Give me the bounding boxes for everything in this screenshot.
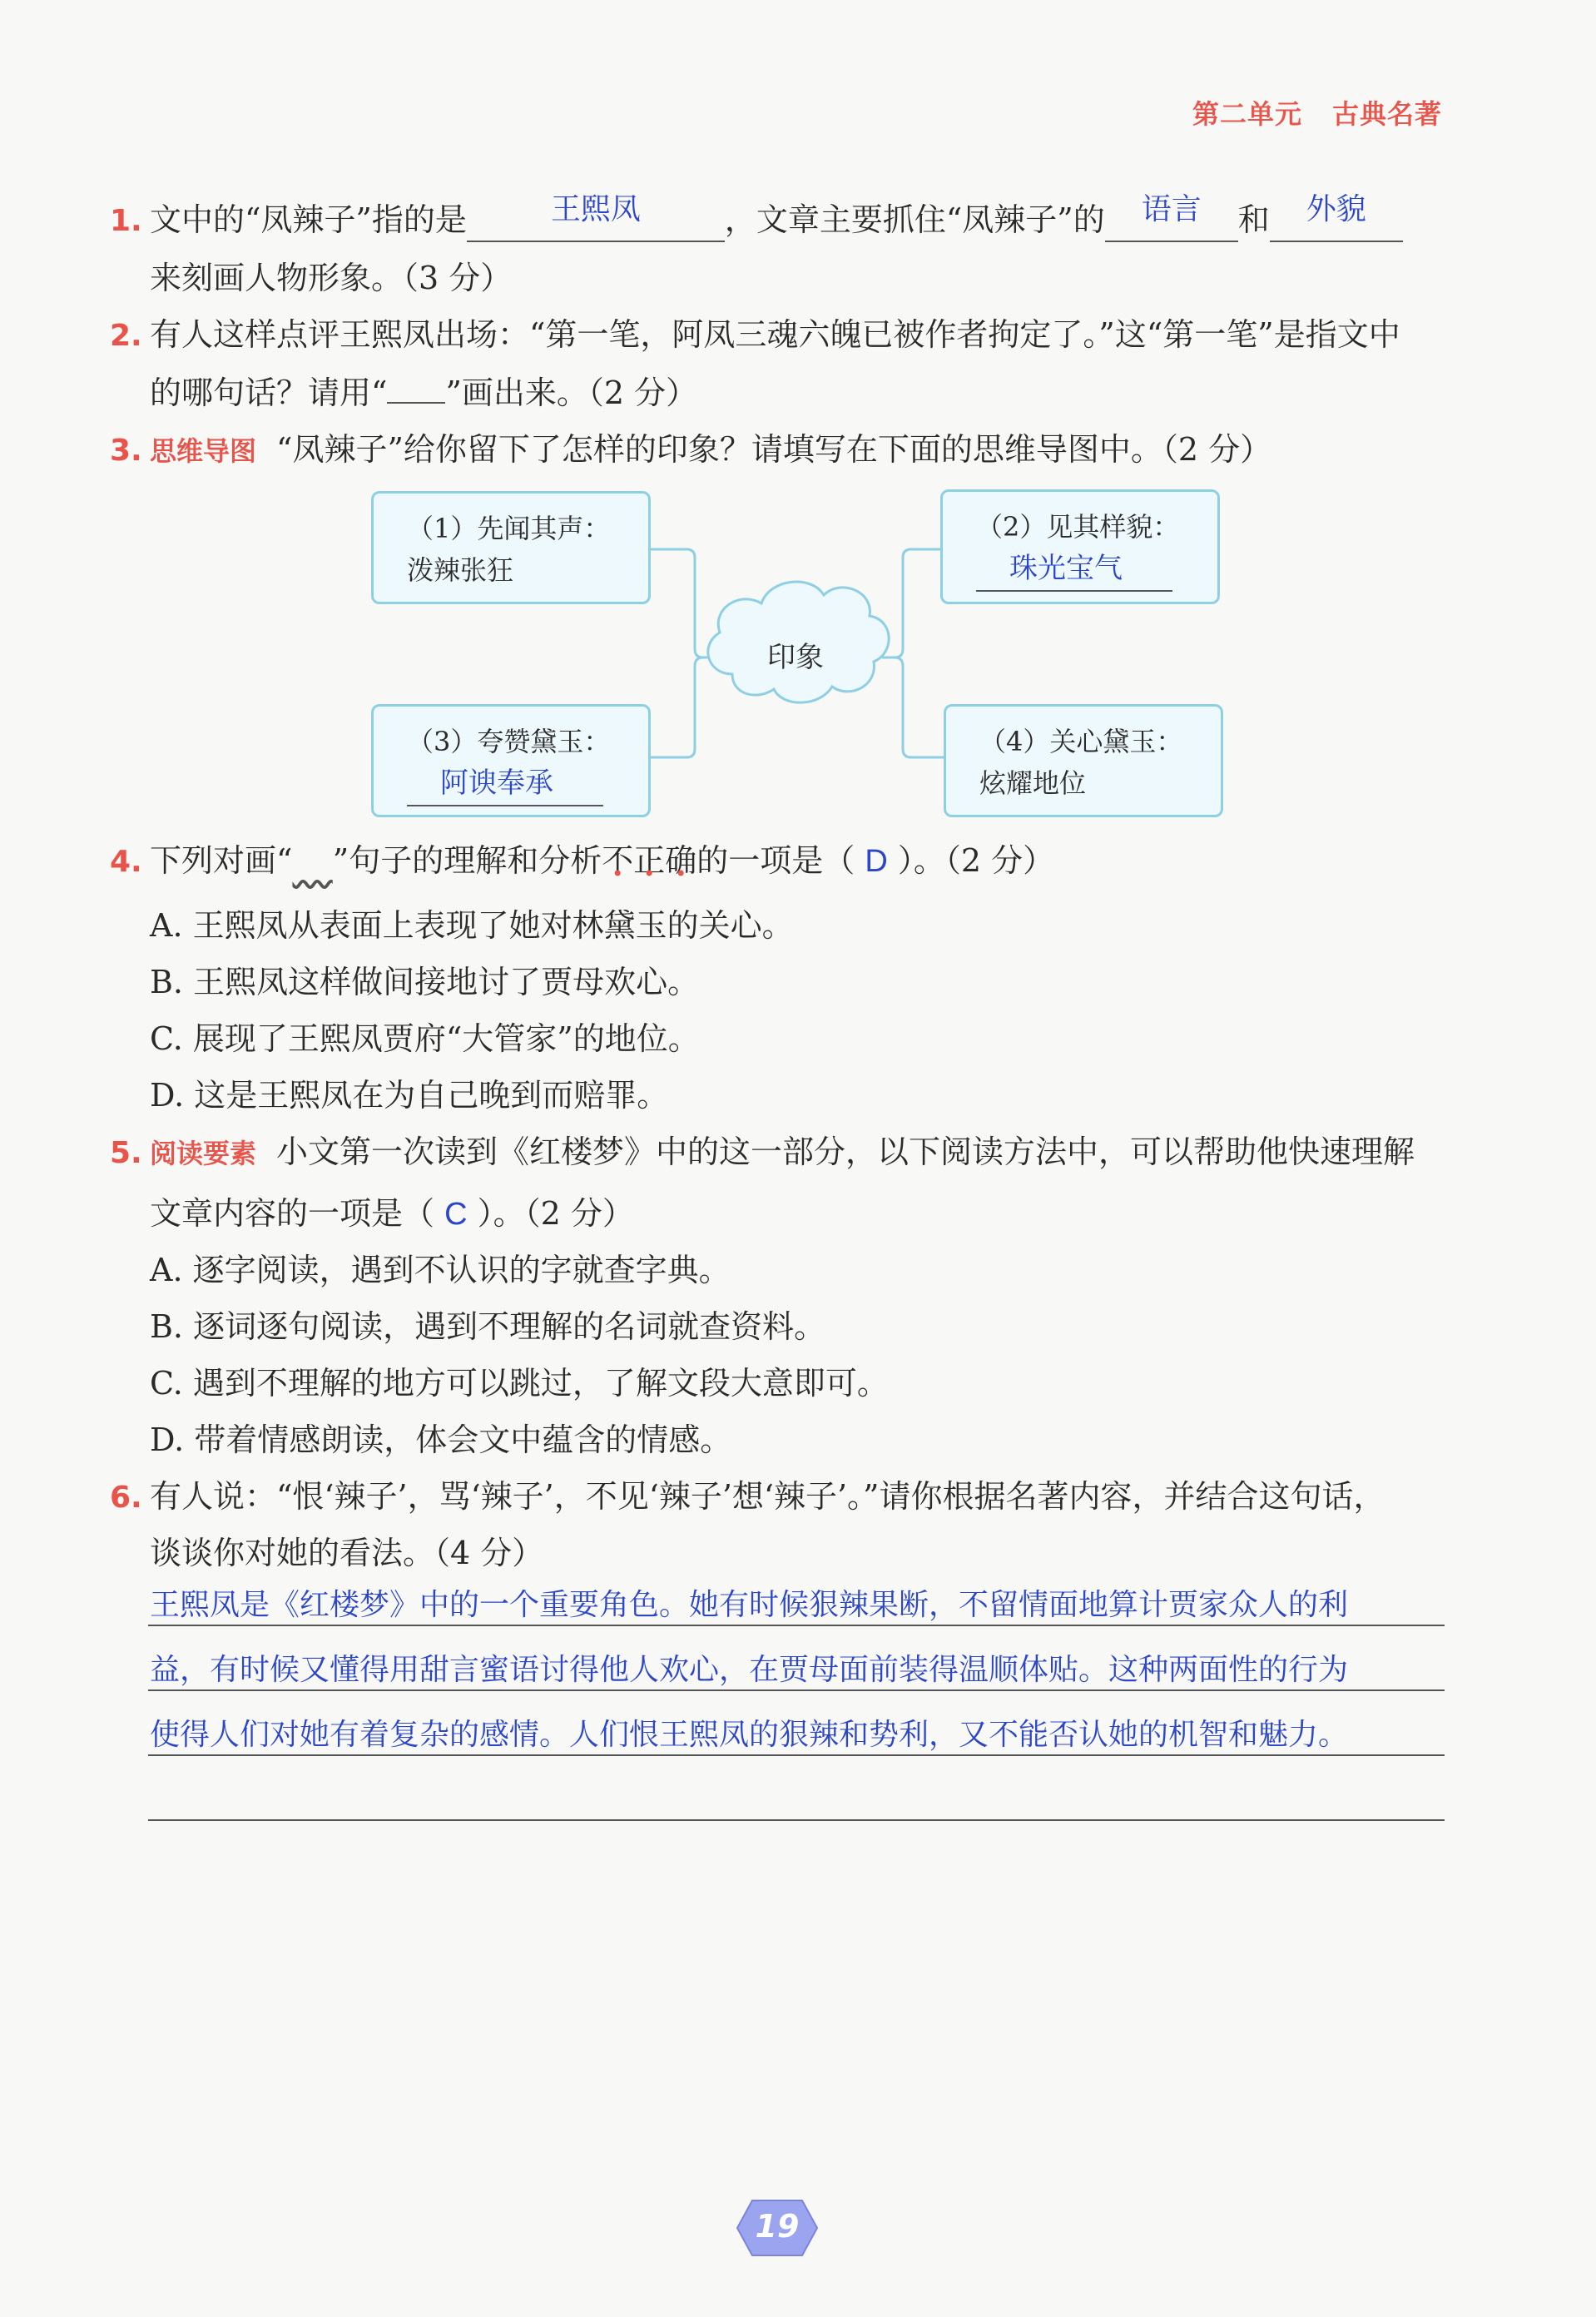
question-number: 6. <box>110 1481 142 1515</box>
q1-text-b: ，文章主要抓住“凤辣子”的 <box>724 201 1105 238</box>
q5-option-c[interactable]: C. 遇到不理解的地方可以跳过，了解文段大意即可。 <box>150 1365 889 1402</box>
q2-line1: 有人这样点评王熙凤出场：“第一笔，阿凤三魂六魄已被作者拘定了。”这“第一笔”是指文中 <box>150 316 1400 353</box>
q5-option-a[interactable]: A. 逐字阅读，遇到不认识的字就查字典。 <box>150 1252 731 1288</box>
box3-content[interactable]: 阿谀奉承 <box>407 762 603 806</box>
answer-rule-2 <box>148 1689 1445 1691</box>
q4-text-b: ”句子的理解和分析 <box>332 842 602 879</box>
mindmap-tag: 思维导图 <box>150 435 257 467</box>
q2-line2-a: 的哪句话？请用“ <box>150 375 388 411</box>
unit-label: 第二单元 <box>1192 98 1302 130</box>
question-number: 2. <box>110 319 142 353</box>
q1-text-a: 文中的“凤辣子”指的是 <box>150 201 467 238</box>
q4-option-d[interactable]: D. 这是王熙凤在为自己晚到而赔罪。 <box>150 1077 669 1114</box>
question-6 <box>110 1468 1445 1526</box>
q4-emph-3: 确 <box>665 842 697 879</box>
q1-answer-b: 语言 <box>1141 191 1202 226</box>
q1-blank-b[interactable] <box>1105 191 1238 242</box>
question-4 <box>110 832 1445 891</box>
q4-answer[interactable]: D <box>865 844 888 879</box>
answer-rule-4 <box>148 1819 1445 1821</box>
q5-option-d[interactable]: D. 带着情感朗读，体会文中蕴含的情感。 <box>150 1421 732 1458</box>
mindmap-center-label: 印象 <box>767 641 824 674</box>
q5-line2 <box>110 1185 1484 1243</box>
q1-answer-a: 王熙凤 <box>550 191 641 226</box>
question-1 <box>110 191 1445 250</box>
question-number: 5. <box>110 1136 142 1170</box>
topic-label: 古典名著 <box>1331 98 1442 130</box>
box1-label: （1）先闻其声： <box>407 513 611 544</box>
q4-wavy-sample <box>292 842 332 879</box>
answer-rule-3 <box>148 1754 1445 1756</box>
q4-option-a[interactable]: A. 王熙凤从表面上表现了她对林黛玉的关心。 <box>150 907 794 944</box>
mindmap-box-1 <box>371 491 651 604</box>
q2-underline-sample <box>387 369 445 404</box>
answer-rule-1 <box>148 1625 1445 1626</box>
q5-answer[interactable]: C <box>444 1197 468 1232</box>
box3-label: （3）夸赞黛玉： <box>407 726 611 757</box>
q5-line2-b: ）。（2 分） <box>477 1195 634 1232</box>
q6-answer-line-3[interactable]: 使得人们对她有着复杂的感情。人们恨王熙凤的狠辣和势利，又不能否认她的机智和魅力。 <box>150 1717 1349 1751</box>
q6-answer-line-2[interactable]: 益，有时候又懂得用甜言蜜语讨得他人欢心，在贾母面前装得温顺体贴。这种两面性的行为 <box>150 1652 1349 1686</box>
q5-line2-a: 文章内容的一项是（ <box>150 1195 435 1232</box>
question-number: 1. <box>110 204 142 238</box>
mindmap-box-2 <box>940 489 1220 604</box>
q4-option-b[interactable]: B. 王熙凤这样做间接地讨了贾母欢心。 <box>150 964 700 1000</box>
box2-label: （2）见其样貌： <box>976 511 1180 543</box>
q4-text-d: ）。（2 分） <box>897 842 1055 879</box>
q6-line2: 谈谈你对她的看法。（4 分） <box>150 1535 544 1571</box>
box1-content: 泼辣张狂 <box>407 554 514 586</box>
reading-tag: 阅读要素 <box>150 1138 257 1169</box>
q1-blank-c[interactable] <box>1270 191 1403 242</box>
q4-option-c[interactable]: C. 展现了王熙凤贾府“大管家”的地位。 <box>150 1020 700 1057</box>
q6-answer-line-1[interactable]: 王熙凤是《红楼梦》中的一个重要角色。她有时候狠辣果断，不留情面地算计贾家众人的利 <box>150 1587 1349 1621</box>
q1-answer-c: 外貌 <box>1306 191 1366 226</box>
q4-emph-2: 正 <box>633 842 666 879</box>
mindmap-box-4 <box>944 704 1223 817</box>
mindmap-box-3 <box>371 704 651 817</box>
q1-text-c: 和 <box>1237 201 1270 238</box>
q4-text-a: 下列对画“ <box>150 842 293 879</box>
box4-content: 炫耀地位 <box>979 767 1087 799</box>
q5-line1: 小文第一次读到《红楼梦》中的这一部分，以下阅读方法中，可以帮助他快速理解 <box>276 1134 1415 1170</box>
box4-label: （4）关心黛玉： <box>979 726 1183 757</box>
box2-content[interactable]: 珠光宝气 <box>976 547 1172 592</box>
q1-text-d: 来刻画人物形象。（3 分） <box>150 260 513 296</box>
page-number: 19 <box>755 2208 800 2245</box>
q1-blank-a[interactable] <box>467 191 725 242</box>
q4-text-c: 的一项是（ <box>696 842 855 879</box>
q4-emph-1: 不 <box>602 842 634 879</box>
q2-line2 <box>110 365 1484 421</box>
q3-text: “凤辣子”给你留下了怎样的印象？请填写在下面的思维导图中。（2 分） <box>276 431 1272 468</box>
page-header <box>1162 93 1442 131</box>
q2-line2-b: ”画出来。（2 分） <box>445 375 698 411</box>
question-3 <box>110 421 1445 479</box>
question-number: 3. <box>110 434 142 468</box>
q6-line1: 有人说：“恨‘辣子’，骂‘辣子’，不见‘辣子’想‘辣子’。”请你根据名著内容，并结合这句话， <box>150 1478 1385 1515</box>
question-number: 4. <box>110 845 142 879</box>
q5-option-b[interactable]: B. 逐词逐句阅读，遇到不理解的名词就查资料。 <box>150 1308 826 1345</box>
question-5 <box>110 1124 1445 1182</box>
question-2 <box>110 306 1445 365</box>
